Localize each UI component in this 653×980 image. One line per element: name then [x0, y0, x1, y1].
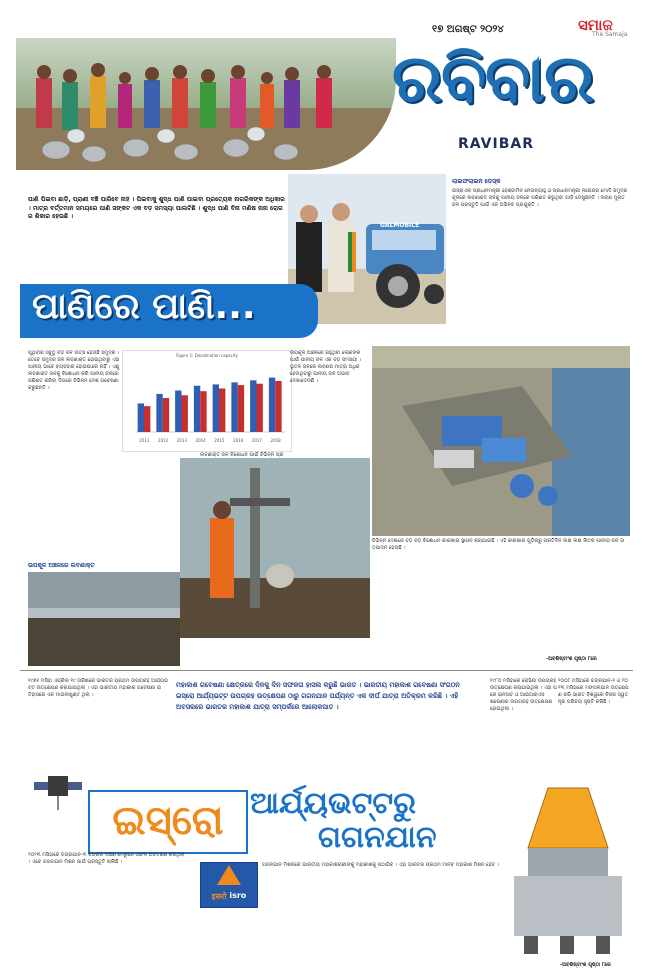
- samaja-logo-sub: The Samaja: [592, 31, 628, 38]
- water-byline: ଲାଇଫଲାଇନ ଡେସ୍କ: [452, 178, 501, 185]
- ravibar-title: ରବିବାର: [392, 40, 594, 117]
- chart-tick-label: 2015: [214, 438, 225, 443]
- samaja-logo-text: ସମାଜ: [578, 16, 613, 34]
- water-col-1: ପୃଥିବୀର ସବୁଠୁ ବଡ଼ ଜଳ ଉତ୍ସ ହେଉଛି ସମୁଦ୍ର । ତେବେ ସମୁଦ୍ର ଜଳ ଲବଣାକ୍ତ ହୋଇଥିବାରୁ ଏହା ପାନୀୟ ଭାବେ ବ୍ୟବହାର ହୋଇପାରେ ନାହିଁ । ଏଣୁ ଲବଣାକ୍ତ ଜଳକୁ ବିଶୋଧନ କରି ପାନୀୟ ଜଳରେ ପରିଣତ କରିବା ଦିଗରେ ବିଭିନ୍ନ ଦେଶ ଗବେଷଣା କରୁଛନ୍ତି ।: [28, 350, 120, 391]
- isro-col-3: ୨୦୦୮ ମସିହାରେ ଚନ୍ଦ୍ରଯାନ-୧ ଓ ୨୦୧୩ ମସିହାରେ ମଙ୍ଗଳଯାନ ଉତ୍କ୍ଷେପଣ କରି ଭାରତ ବିଶ୍ୱରେ ନିଜର ସ୍ୱତନ୍ତ୍ର ପରିଚୟ ସୃଷ୍ଟି କରିଛି ।: [558, 678, 629, 705]
- chart-bar-series-b-2013: [182, 395, 188, 432]
- water-intro: ପାଣି ପିଇବା ଛାଡ଼ି, ପ୍ରାଣୀ ବଞ୍ଚି ପାରିବେ ନାହିଁ । ପିଇବାକୁ ଶୁଦ୍ଧ ପାଣି ପାଇବା ପ୍ରତ୍ୟେକ ନାଗରିକଙ୍କ ଅଧିକାର । ମାତ୍ର ବର୍ତ୍ତମାନ ସମୟରେ ପାଣି ସଙ୍କଟ ଏକ ବଡ଼ ସମସ୍ୟା ପାଲଟିଛି । ଶୁଦ୍ଧ ପାଣି ବିନା ମଣିଷ ନାନା ରୋଗର ଶିକାର ହେଉଛି ।: [28, 196, 285, 220]
- chart-bar-series-a-2011: [138, 403, 144, 432]
- chart-plot: [123, 358, 291, 446]
- isro-logo-english: isro: [229, 891, 247, 900]
- chart-tick-label: 2011: [139, 438, 150, 443]
- issue-date: ୧୭ ଅଗଷ୍ଟ ୨୦୨୪: [432, 24, 504, 35]
- isro-intro: ମହାକାଶ ଗବେଷଣା କ୍ଷେତ୍ରରେ ଦିନକୁ ଦିନ ସଫଳତା ହାସଲ କରୁଛି ଭାରତ । ଭାରତୀୟ ମହାକାଶ ଗବେଷଣା ସଂଗଠନ ଇସ୍ରୋ ଆର୍ଯ୍ୟଭଟ୍ଟ ଉପଗ୍ରହ ଉତ୍କ୍ଷେପଣ ଠାରୁ ଗଗନଯାନ ପର୍ଯ୍ୟନ୍ତ ଏକ ଦୀର୍ଘ ଯାତ୍ରା ଅତିକ୍ରମ କରିଛି । ଏହି ଅବସରରେ ଭାରତର ମହାକାଶ ଯାତ୍ରା ସମ୍ପର୍କରେ ଆଲୋକପାତ ।: [176, 681, 460, 711]
- chart-tick-label: 2016: [233, 438, 244, 443]
- chart-bar-series-a-2012: [156, 394, 162, 432]
- chart-bar-series-a-2018: [269, 378, 275, 432]
- chart-bar-series-a-2014: [194, 386, 200, 432]
- isro-title-line2: ଗଗନଯାନ: [318, 820, 437, 855]
- desalination-chart: [122, 350, 292, 452]
- chart-bar-series-a-2015: [213, 384, 219, 432]
- satellite-icon: [32, 758, 84, 814]
- isro-col-5: ଗଗନଯାନ ମିଶନରେ ଭାରତୀୟ ମହାକାଶଚାରୀଙ୍କୁ ମହାକାଶକୁ ପଠାଯିବ । ଏହା ଭାରତର ପ୍ରଥମ ମାନବ ମହାକାଶ ମିଶନ ହେବ ।: [262, 862, 499, 868]
- water-headline-banner: [20, 284, 318, 338]
- chart-tick-label: 2012: [158, 438, 169, 443]
- masthead: [0, 0, 653, 170]
- isro-col-2: ୧୯୮୦ ମସିହାରେ ରୋହିଣୀ ଉପଗ୍ରହ ଉତ୍କ୍ଷେପଣ କରାଯାଇଥିଲା । ଏହା ପରେ ଇନସାଟ ଓ ଆଇଆରଏସ ଶ୍ରେଣୀର ଉପଗ୍ରହ ଉତ୍କ୍ଷେପଣ ହୋଇଥିଲା ।: [490, 678, 557, 712]
- section-divider: [20, 670, 633, 671]
- chart-bar-series-b-2011: [144, 406, 150, 432]
- isro-continued: -ଅବଶିଷ୍ଟାଂଶ ପୃଷ୍ଠା ୮ରେ: [560, 962, 611, 968]
- water-headline: ପାଣିରେ ପାଣି...: [32, 286, 256, 327]
- gaganyaan-capsule: [508, 778, 628, 958]
- water-col-3: ଉପକୂଳ ଅଞ୍ଚଳରେ ରହୁଥିବା ଲୋକଙ୍କ ପାଇଁ ପାନୀୟ ଜଳ ଏକ ବଡ଼ ସମସ୍ୟା । ଭୂତଳ ଜଳରେ ଲବଣର ମାତ୍ରା ଅଧିକ ହେଉଥିବାରୁ ପାନୀୟ ଜଳ ଅଭାବ ଦେଖାଦେଉଛି ।: [290, 350, 362, 384]
- chart-tick-label: 2013: [176, 438, 187, 443]
- chart-bar-series-b-2016: [238, 385, 244, 432]
- chart-tick-label: 2018: [270, 438, 281, 443]
- water-col-4: ବିଭିନ୍ନ ଦେଶରେ ବଡ଼ ବଡ଼ ବିଶୋଧନ କାରଖାନା ସ୍ଥାପନ କରାଯାଇଛି । ଏହି କାରଖାନା ଗୁଡ଼ିକରୁ ପ୍ରତିଦିନ ଲକ୍ଷ ଲକ୍ଷ ଲିଟର ପାନୀୟ ଜଳ ଉତ୍ପାଦନ ହେଉଛି ।: [372, 538, 625, 551]
- desalination-plant-photo: [372, 346, 630, 536]
- isro-title-line1: ଆର୍ଯ୍ୟଭଟ୍ଟରୁ: [250, 786, 416, 821]
- isro-col-4: ୨୦୨୩ ମସିହାରେ ଚନ୍ଦ୍ରଯାନ-୩ ଚନ୍ଦ୍ରର ଦକ୍ଷିଣ ମେରୁରେ ସଫଳ ଅବତରଣ କରିଥିଲା । ଏବେ ଗଗନଯାନ ମିଶନ ପାଇଁ ପ୍ରସ୍ତୁତି ଚାଲିଛି ।: [28, 852, 185, 865]
- water-col-2: ଲବଣାକ୍ତ ଜଳ ବିଶୋଧନ ପାଇଁ ବିଭିନ୍ନ ପ୍ର: [200, 452, 284, 458]
- chart-title: Figure 1: Desalination capacity: [176, 353, 238, 358]
- shoreline-photo: [28, 572, 180, 666]
- chart-bar-series-b-2015: [219, 388, 225, 432]
- water-subhead: ଉପକୂଳ ଅଞ୍ଚଳରେ ଲବଣାକ୍ତ: [28, 562, 95, 569]
- isro-title: ଇସ୍ରୋ: [112, 798, 224, 844]
- chart-tick-label: 2014: [195, 438, 206, 443]
- ravibar-title-en: RAVIBAR: [458, 136, 534, 152]
- chart-bar-series-b-2012: [163, 398, 169, 432]
- samaja-logo: [578, 16, 627, 38]
- chart-bar-series-b-2017: [257, 384, 263, 432]
- chart-bar-series-a-2017: [250, 380, 256, 432]
- isro-logo-mark: [201, 863, 257, 887]
- jeep-label: GALMOBILE: [380, 222, 420, 229]
- water-queue-photo: [16, 38, 396, 170]
- isro-title-box: [88, 790, 248, 854]
- chart-bar-series-a-2016: [231, 382, 237, 432]
- chart-bar-series-b-2018: [275, 381, 281, 432]
- isro-logo-hindi: इसरो: [211, 892, 227, 901]
- chart-bar-series-b-2014: [200, 391, 206, 432]
- handpump-photo: [180, 458, 370, 638]
- water-continued: -ଅବଶିଷ୍ଟାଂଶ ପୃଷ୍ଠା ୮ରେ: [546, 656, 597, 662]
- chart-bar-series-a-2013: [175, 391, 181, 432]
- isro-col-1: ୧୯୭୫ ମସିହା ଏପ୍ରିଲ ୧୯ ତାରିଖରେ ଭାରତର ପ୍ରଥମ ଉପଗ୍ରହ ଆର୍ଯ୍ୟଭଟ୍ଟ ଉତ୍କ୍ଷେପଣ କରାଯାଇଥିଲା । ଏହା ଭାରତୀୟ ମହାକାଶ ଗବେଷଣା ଇତିହାସରେ ଏକ ମାଇଲଖୁଣ୍ଟ ଥିଲା ।: [28, 678, 168, 698]
- chart-tick-label: 2017: [251, 438, 262, 443]
- water-right-column: ଇସ୍ରାଏଲ ପ୍ରଧାନମନ୍ତ୍ରୀ ବେଞ୍ଜାମିନ ନେତାନ୍ୟାହୁ ଓ ପ୍ରଧାନମନ୍ତ୍ରୀ ନରେନ୍ଦ୍ର ମୋଦି ସମୁଦ୍ର କୂଳରେ ଲବଣାକ୍ତ ଜଳକୁ ପାନୀୟ ଜଳରେ ପରିଣତ କରୁଥିବା ଗାଡ଼ି ଦେଖୁଛନ୍ତି । ଲବଣ ମୁକ୍ତ ଜଳ ପ୍ରସ୍ତୁତି ପାଇଁ ଏକ ଅଭିନବ ପ୍ରଯୁକ୍ତି ।: [452, 188, 628, 208]
- isro-logo: [200, 862, 258, 908]
